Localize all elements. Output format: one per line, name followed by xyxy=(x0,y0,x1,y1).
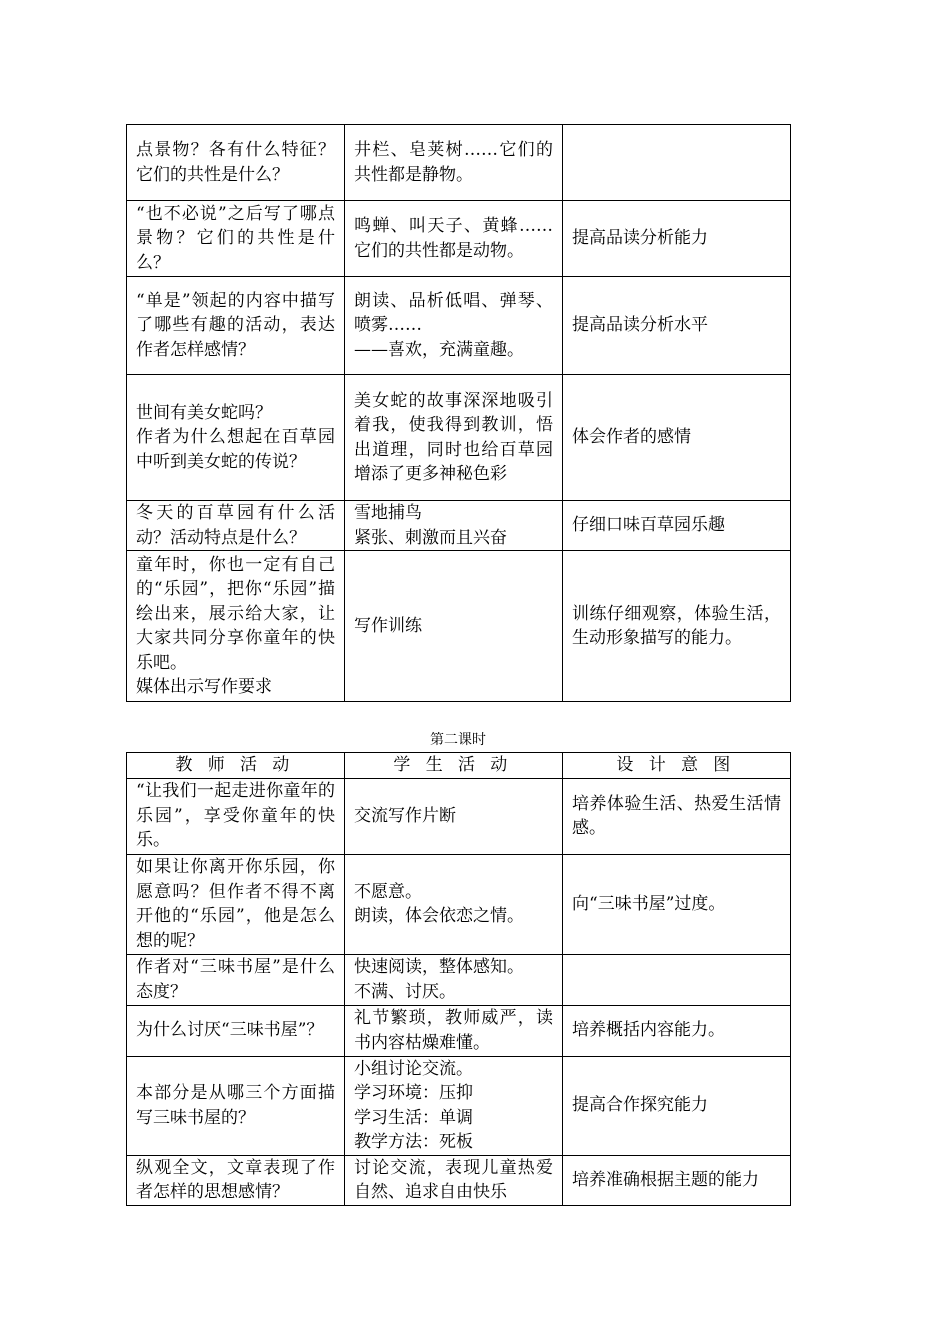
cell-text: “也不必说”之后写了哪点景物？它们的共性是什么？ xyxy=(136,203,335,273)
teacher-activity-cell xyxy=(127,375,345,501)
design-intent-cell xyxy=(563,201,791,277)
cell-text: 井栏、皂荚树……它们的共性都是静物。 xyxy=(354,140,553,185)
design-intent-cell xyxy=(563,1155,791,1205)
cell-text: 提高合作探究能力 xyxy=(572,1095,708,1116)
cell-text: 媒体出示写作要求 xyxy=(136,677,272,697)
teacher-activity-cell xyxy=(127,1005,345,1056)
table-row xyxy=(127,201,791,277)
design-intent-cell xyxy=(563,1005,791,1056)
design-intent-cell xyxy=(563,778,791,854)
student-activity-cell xyxy=(345,778,563,854)
student-activity-cell xyxy=(345,1056,563,1155)
cell-text: 讨论交流，表现儿童热爱自然、追求自由快乐 xyxy=(354,1157,553,1202)
cell-text: 紧张、刺激而且兴奋 xyxy=(354,527,507,548)
cell-text: 作者为什么想起在百草园中听到美女蛇的传说？ xyxy=(136,427,335,472)
table-row xyxy=(127,1155,791,1205)
cell-text: 不愿意。 xyxy=(354,881,422,902)
cell-text: 学习生活：单调 xyxy=(354,1107,473,1128)
design-intent-cell xyxy=(563,501,791,551)
cell-text: 培养体验生活、热爱生活情感。 xyxy=(572,793,781,838)
design-intent-cell xyxy=(563,375,791,501)
cell-text: 提高品读分析能力 xyxy=(572,228,708,249)
cell-text: 仔细口味百草园乐趣 xyxy=(572,515,725,536)
cell-text: 如果让你离开你乐园，你愿意吗？但作者不得不离开他的“乐园”，他是怎么想的呢？ xyxy=(136,857,335,951)
cell-text: 童年时，你也一定有自己的“乐园”，把你“乐园”描绘出来，展示给大家，让大家共同分享你童年的快乐吧。 xyxy=(136,554,335,673)
design-intent-cell xyxy=(563,125,791,201)
design-intent-cell xyxy=(563,854,791,954)
lesson-table-2-body xyxy=(127,778,791,1205)
student-activity-cell xyxy=(345,201,563,277)
header-design-intent: 设计意图 xyxy=(563,753,791,779)
cell-text: “让我们一起走进你童年的乐园”，享受你童年的快乐。 xyxy=(136,781,335,851)
table-row xyxy=(127,277,791,375)
cell-text: 纵观全文，文章表现了作者怎样的思想感情？ xyxy=(136,1157,335,1202)
cell-text: 写作训练 xyxy=(354,615,422,636)
cell-text: 教学方法：死板 xyxy=(354,1132,473,1152)
teacher-activity-cell xyxy=(127,1155,345,1205)
cell-text: 本部分是从哪三个方面描写三味书屋的？ xyxy=(136,1083,335,1128)
student-activity-cell xyxy=(345,375,563,501)
cell-text: 美女蛇的故事深深地吸引着我，使我得到教训，悟出道理，同时也给百草园增添了更多神秘色彩 xyxy=(354,390,553,484)
design-intent-cell xyxy=(563,277,791,375)
teacher-activity-cell xyxy=(127,201,345,277)
student-activity-cell xyxy=(345,551,563,702)
section-caption: 第二课时 xyxy=(430,732,486,748)
cell-text: 朗读，体会依恋之情。 xyxy=(354,906,524,926)
lesson-table-1-body xyxy=(127,125,791,702)
cell-text: 朗读、品析低唱、弹琴、喷雾…… xyxy=(354,290,553,336)
teacher-activity-cell xyxy=(127,277,345,375)
teacher-activity-cell xyxy=(127,778,345,854)
table-row xyxy=(127,551,791,702)
cell-text: 不满、讨厌。 xyxy=(354,981,456,1002)
cell-text: 礼节繁琐，教师威严，读书内容枯燥难懂。 xyxy=(354,1008,553,1053)
lesson-table-1 xyxy=(126,124,791,702)
teacher-activity-cell xyxy=(127,551,345,702)
cell-text: 冬天的百草园有什么活动？活动特点是什么？ xyxy=(136,503,335,548)
design-intent-cell xyxy=(563,954,791,1005)
student-activity-cell xyxy=(345,1155,563,1205)
cell-text: 作者对“三味书屋”是什么态度？ xyxy=(136,957,335,1002)
design-intent-cell xyxy=(563,1056,791,1155)
table-row xyxy=(127,375,791,501)
cell-text: “单是”领起的内容中描写了哪些有趣的活动，表达作者怎样感情？ xyxy=(136,290,335,360)
student-activity-cell xyxy=(345,501,563,551)
teacher-activity-cell xyxy=(127,501,345,551)
cell-text: ——喜欢，充满童趣。 xyxy=(354,339,524,360)
student-activity-cell xyxy=(345,854,563,954)
cell-text: 学习环境：压抑 xyxy=(354,1083,473,1103)
cell-text: 雪地捕鸟 xyxy=(354,503,422,523)
cell-text: 小组讨论交流。 xyxy=(354,1058,473,1079)
table-row xyxy=(127,778,791,854)
cell-text: 快速阅读，整体感知。 xyxy=(354,957,524,977)
teacher-activity-cell xyxy=(127,854,345,954)
student-activity-cell xyxy=(345,1005,563,1056)
cell-text: 交流写作片断 xyxy=(354,805,456,826)
cell-text: 培养准确根据主题的能力 xyxy=(572,1169,759,1190)
header-student-activity: 学生活动 xyxy=(345,753,563,779)
teacher-activity-cell xyxy=(127,954,345,1005)
teacher-activity-cell xyxy=(127,1056,345,1155)
student-activity-cell xyxy=(345,277,563,375)
cell-text: 提高品读分析水平 xyxy=(572,315,708,336)
student-activity-cell xyxy=(345,954,563,1005)
cell-text: 鸣蝉、叫天子、黄蜂……它们的共性都是动物。 xyxy=(354,216,553,261)
table-row xyxy=(127,854,791,954)
table-row xyxy=(127,954,791,1005)
cell-text: 世间有美女蛇吗？ xyxy=(136,402,272,423)
cell-text: 为什么讨厌“三味书屋”？ xyxy=(136,1020,324,1041)
lesson-table-2 xyxy=(126,752,791,1206)
cell-text: 向“三味书屋”过度。 xyxy=(572,893,726,914)
cell-text: 点景物？各有什么特征？它们的共性是什么？ xyxy=(136,140,335,185)
cell-text: 培养概括内容能力。 xyxy=(572,1020,725,1041)
cell-text: 体会作者的感情 xyxy=(572,427,691,448)
cell-text: 训练仔细观察，体验生活，生动形象描写的能力。 xyxy=(572,603,781,648)
teacher-activity-cell xyxy=(127,125,345,201)
table-header-row xyxy=(127,753,791,779)
student-activity-cell xyxy=(345,125,563,201)
design-intent-cell xyxy=(563,551,791,702)
header-teacher-activity: 教师活动 xyxy=(127,753,345,779)
table-row xyxy=(127,1005,791,1056)
table-row xyxy=(127,1056,791,1155)
table-row xyxy=(127,501,791,551)
table-row xyxy=(127,125,791,201)
